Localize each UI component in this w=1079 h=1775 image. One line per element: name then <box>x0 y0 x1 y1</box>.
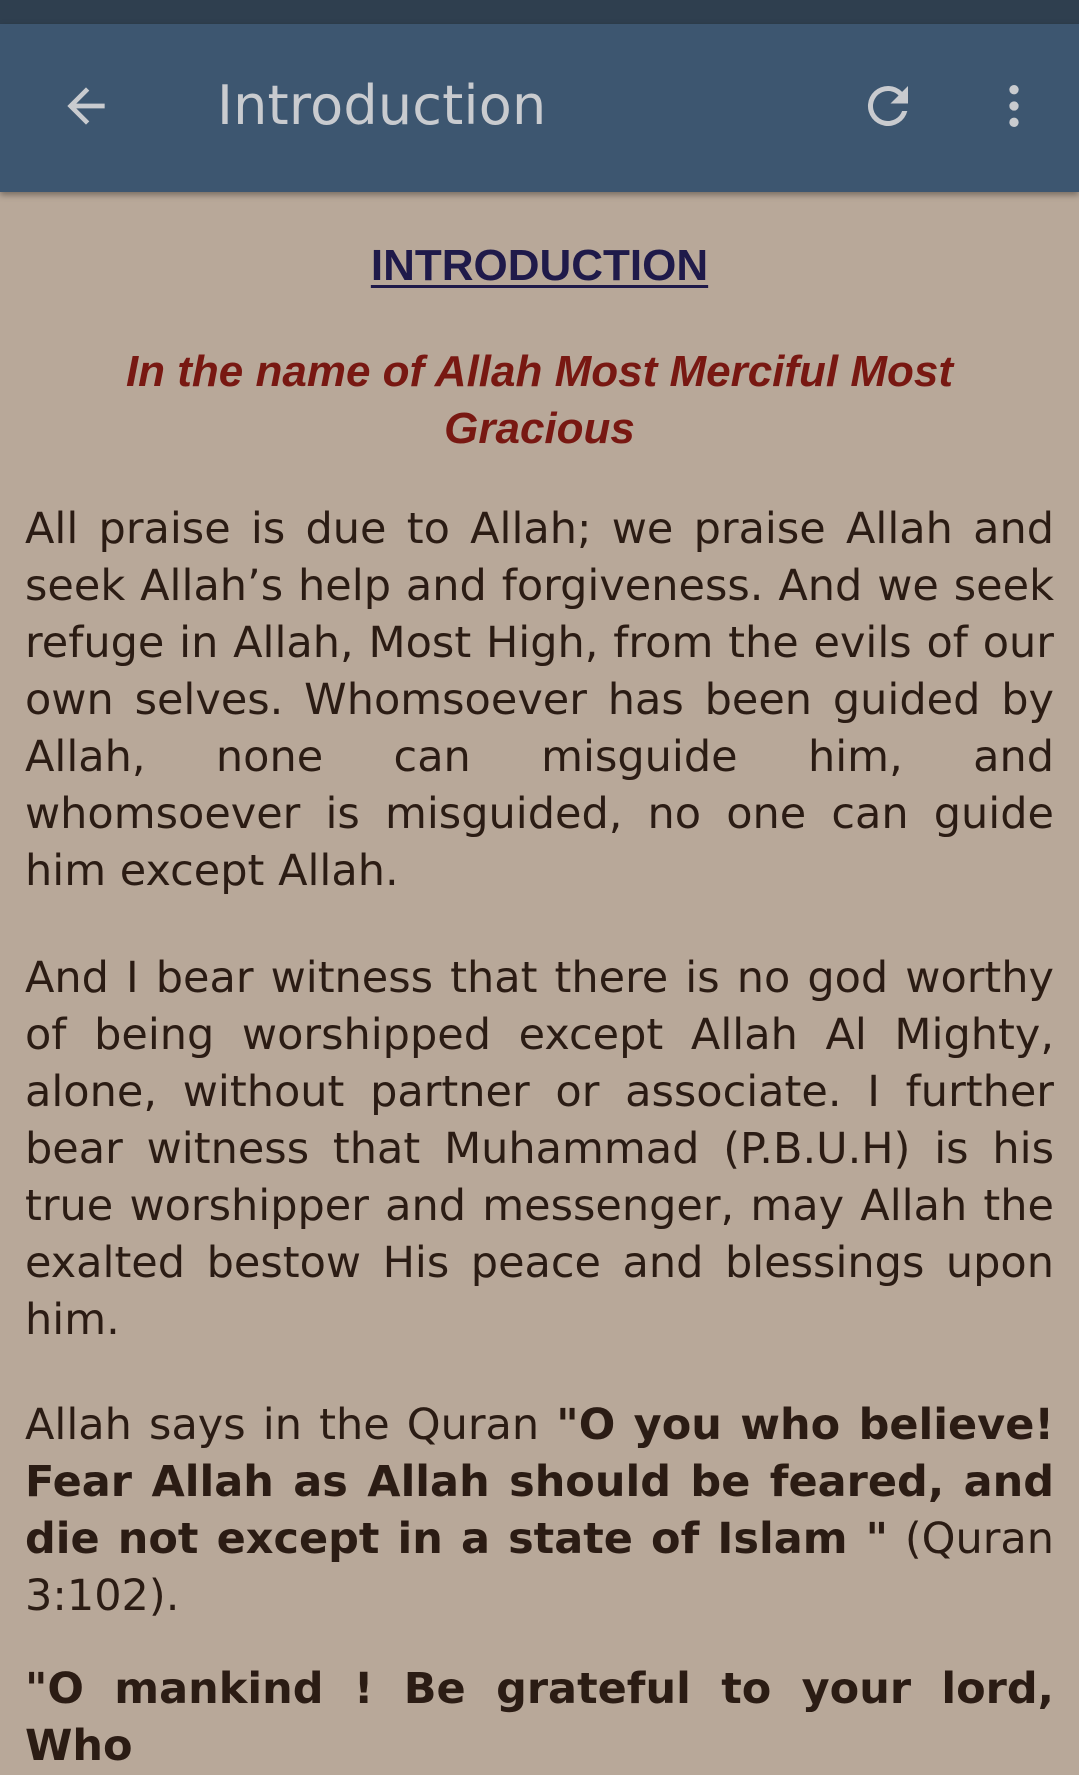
quote-citation: (Quran 3:102). <box>25 1513 1054 1621</box>
page-title: Introduction <box>217 74 547 137</box>
back-button[interactable] <box>44 64 128 148</box>
paragraph-quran-quote <box>25 1397 1054 1625</box>
paragraph-witness: And I bear witness that there is no god worthy of being worshipped except Allah Al Mighty, alone, without partner or associate. I further bear witness that Muhammad (P.B.U.H) is his true worshipper and messenger, may Allah the exalted bestow His peace and blessings upon him. <box>25 952 1054 1345</box>
paragraph-mankind-quote <box>25 1661 1054 1775</box>
quote-text: "O you who believe! Fear Allah as Allah should be feared, and die not except in a state of Islam " <box>25 1399 1054 1564</box>
arrow-left-icon <box>58 78 114 134</box>
article-heading: INTRODUCTION <box>370 241 709 290</box>
article <box>0 240 1079 1775</box>
app-bar <box>0 24 1079 192</box>
more-vertical-icon <box>986 78 1042 134</box>
content-scroll-area[interactable] <box>0 192 1079 1771</box>
quote-lead: Allah says in the Quran <box>25 1399 557 1450</box>
quote-text-partial: "O mankind ! Be grateful to your lord, Who <box>25 1663 1054 1771</box>
status-bar <box>0 0 1079 24</box>
more-options-button[interactable] <box>972 64 1056 148</box>
basmala-subheading: In the name of Allah Most Merciful Most Gracious <box>125 346 954 453</box>
refresh-button[interactable] <box>846 64 930 148</box>
paragraph-praise: All praise is due to Allah; we praise Allah and seek Allah’s help and forgiveness. And we seek refuge in Allah, Most High, from the evils of our own selves. Whomsoever has been guided by Allah, none can misguide him, and whomsoever is misguided, no one can guide him except Allah. <box>25 503 1054 896</box>
refresh-icon <box>858 76 918 136</box>
